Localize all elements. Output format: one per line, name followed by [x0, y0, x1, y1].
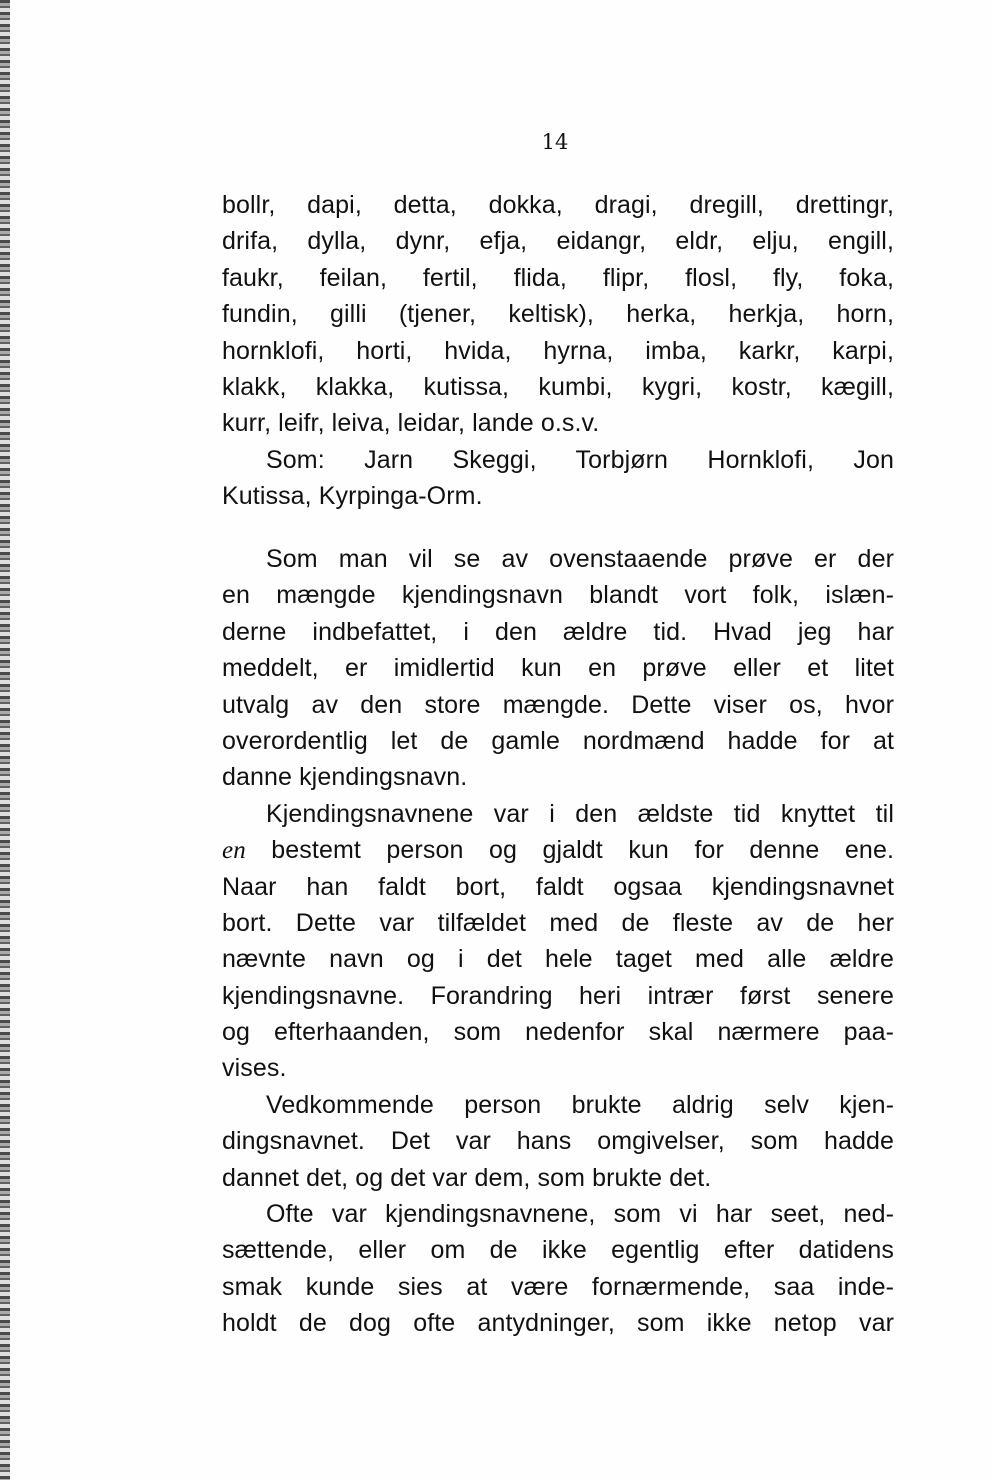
body-text-block [222, 541, 894, 1342]
page-number: 14 [541, 130, 569, 154]
text-line: overordentlig let de gamle nordmænd hadde for at [222, 726, 894, 755]
text-line: og efterhaanden, som nedenfor skal nærmere paa- [222, 1018, 894, 1047]
text-line-rest: bestemt person og gjaldt kun for denne ene. [245, 836, 894, 865]
text-line: Kutissa, Kyrpinga-Orm. [222, 482, 483, 511]
text-line: derne indbefattet, i den ældre tid. Hvad jeg har [222, 617, 894, 646]
text-line: Vedkommende person brukte aldrig selv kjen- [266, 1090, 894, 1119]
text-line: en mængde kjendingsnavn blandt vort folk, islæn- [222, 581, 894, 610]
text-line: Som man vil se av ovenstaaende prøve er der [266, 545, 894, 573]
text-line: Som: Jarn Skeggi, Torbjørn Hornklofi, Jon [266, 445, 894, 474]
text-line: faukr, feilan, fertil, flida, flipr, flosl, fly, foka, [222, 263, 894, 292]
text-line: sættende, eller om de ikke egentlig efter datidens [222, 1236, 894, 1265]
word-list-block [222, 187, 894, 515]
text-line: utvalg av den store mængde. Dette viser os, hvor [222, 690, 894, 719]
text-line: Naar han faldt bort, faldt ogsaa kjendingsnavnet [222, 872, 894, 901]
text-line: Ofte var kjendingsnavnene, som vi har seet, ned- [266, 1200, 894, 1229]
text-line: bort. Dette var tilfældet med de fleste av de her [222, 908, 894, 937]
italic-word: en [222, 837, 246, 865]
text-line: vises. [222, 1054, 287, 1083]
text-line: meddelt, er imidlertid kun en prøve eller et litet [222, 654, 894, 683]
text-line: nævnte navn og i det hele taget med alle ældre [222, 945, 894, 974]
text-line: Kjendingsnavnene var i den ældste tid knyttet til [266, 799, 894, 828]
text-line: kjendingsnavne. Forandring heri intrær først senere [222, 981, 894, 1010]
text-line: fundin, gilli (tjener, keltisk), herka, herkja, horn, [222, 300, 894, 329]
text-line: hornklofi, horti, hvida, hyrna, imba, karkr, karpi, [222, 336, 894, 365]
text-line: bollr, dapi, detta, dokka, dragi, dregill, drettingr, [222, 191, 894, 219]
text-line: kurr, leifr, leiva, leidar, lande o.s.v. [222, 409, 600, 438]
text-line [222, 832, 894, 868]
text-line: dannet det, og det var dem, som brukte det. [222, 1163, 712, 1192]
text-line: smak kunde sies at være fornærmende, saa inde- [222, 1272, 894, 1301]
text-line: klakk, klakka, kutissa, kumbi, kygri, kostr, kægill, [222, 372, 894, 401]
binding-edge [0, 0, 10, 1480]
text-line: dingsnavnet. Det var hans omgivelser, som hadde [222, 1127, 894, 1156]
text-line: holdt de dog ofte antydninger, som ikke netop var [222, 1309, 894, 1338]
text-line: drifa, dylla, dynr, efja, eidangr, eldr, elju, engill, [222, 227, 894, 256]
text-line: danne kjendingsnavn. [222, 763, 468, 792]
